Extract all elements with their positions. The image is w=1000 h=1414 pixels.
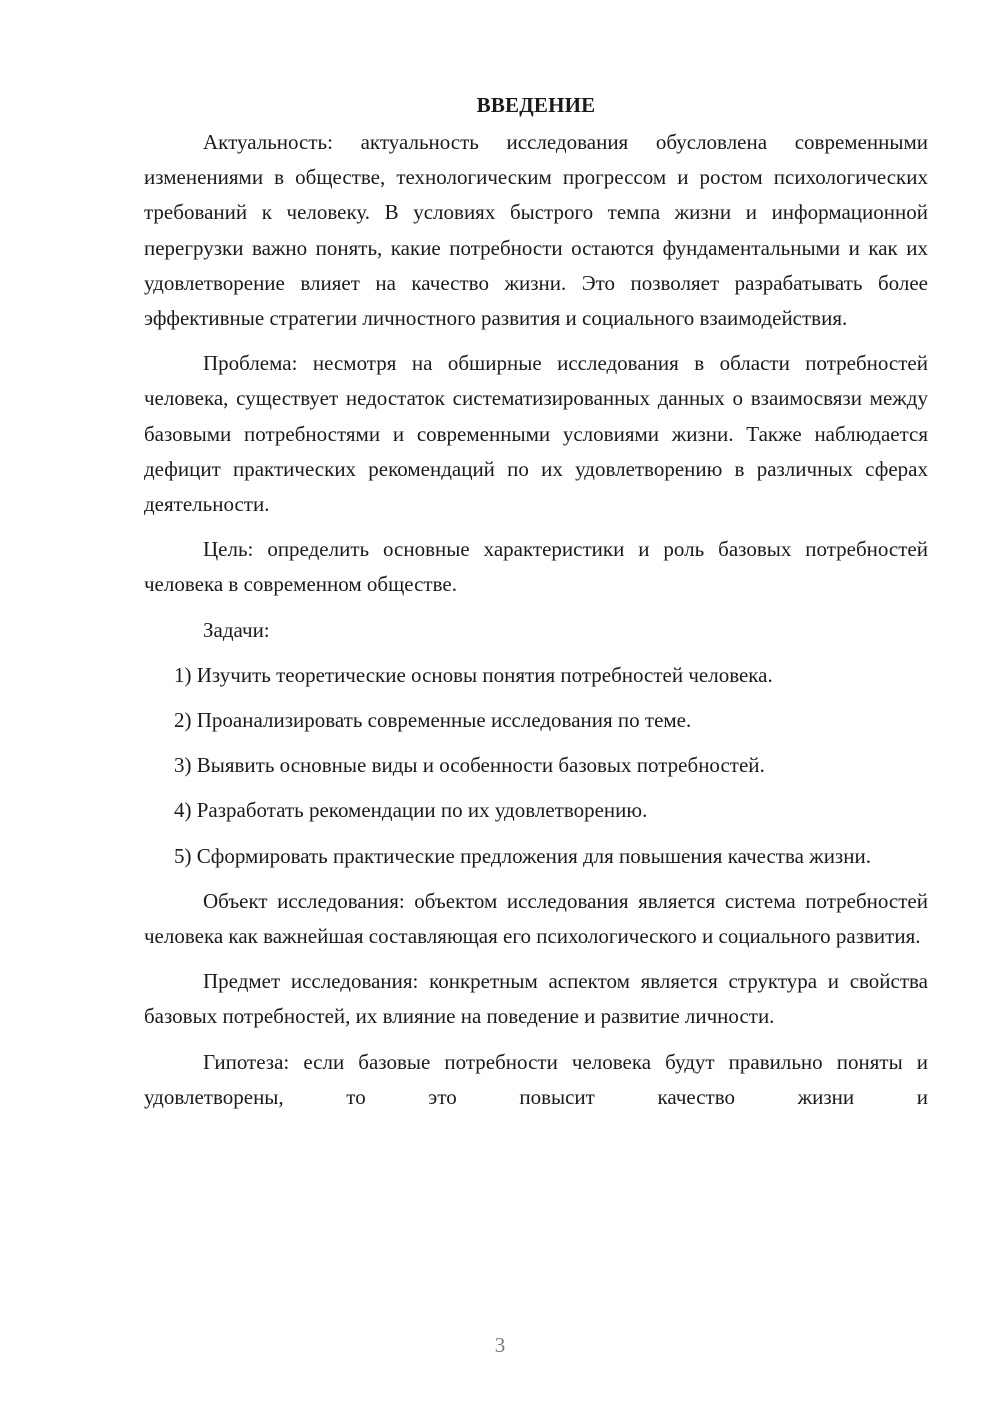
task-item: 2) Проанализировать современные исследования по теме.	[174, 708, 692, 733]
page-number: 3	[494, 1333, 506, 1357]
paragraph-subject: Предмет исследования: конкретным аспектом является структура и свойства базовых потребностей, их влияние на поведение и развитие личности.	[144, 969, 928, 1029]
tasks-list	[144, 658, 928, 874]
tasks-label: Задачи:	[203, 617, 270, 642]
document-page	[144, 88, 928, 1115]
paragraph-hypothesis: Гипотеза: если базовые потребности человека будут правильно поняты и удовлетворены, то это повысит качество жизни и	[144, 1049, 928, 1109]
paragraph-relevance: Актуальность: актуальность исследования обусловлена современными изменениями в обществе, технологическим прогрессом и ростом психологических требований к человеку. В условиях быстрого темпа жизни и информационной перегрузки важно понять, какие потребности остаются фундаментальными и как их удовлетворение влияет на качество жизни. Это позволяет разрабатывать более эффективные стратегии личностного развития и социального взаимодействия.	[144, 130, 928, 331]
task-item: 1) Изучить теоретические основы понятия потребностей человека.	[174, 662, 773, 687]
task-item: 4) Разработать рекомендации по их удовлетворению.	[174, 798, 648, 823]
paragraph-goal: Цель: определить основные характеристики и роль базовых потребностей человека в современном обществе.	[144, 537, 928, 597]
task-item: 5) Сформировать практические предложения для повышения качества жизни.	[174, 843, 871, 868]
section-title: ВВЕДЕНИЕ	[476, 93, 596, 117]
task-item: 3) Выявить основные виды и особенности базовых потребностей.	[174, 753, 765, 778]
paragraph-problem: Проблема: несмотря на обширные исследования в области потребностей человека, существует недостаток систематизированных данных о взаимосвязи между базовыми потребностями и современными условиями жизни. Также наблюдается дефицит практических рекомендаций по их удовлетворению в различных сферах деятельности.	[144, 351, 928, 517]
paragraph-object: Объект исследования: объектом исследования является система потребностей человека как важнейшая составляющая его психологического и социального развития.	[144, 888, 928, 949]
